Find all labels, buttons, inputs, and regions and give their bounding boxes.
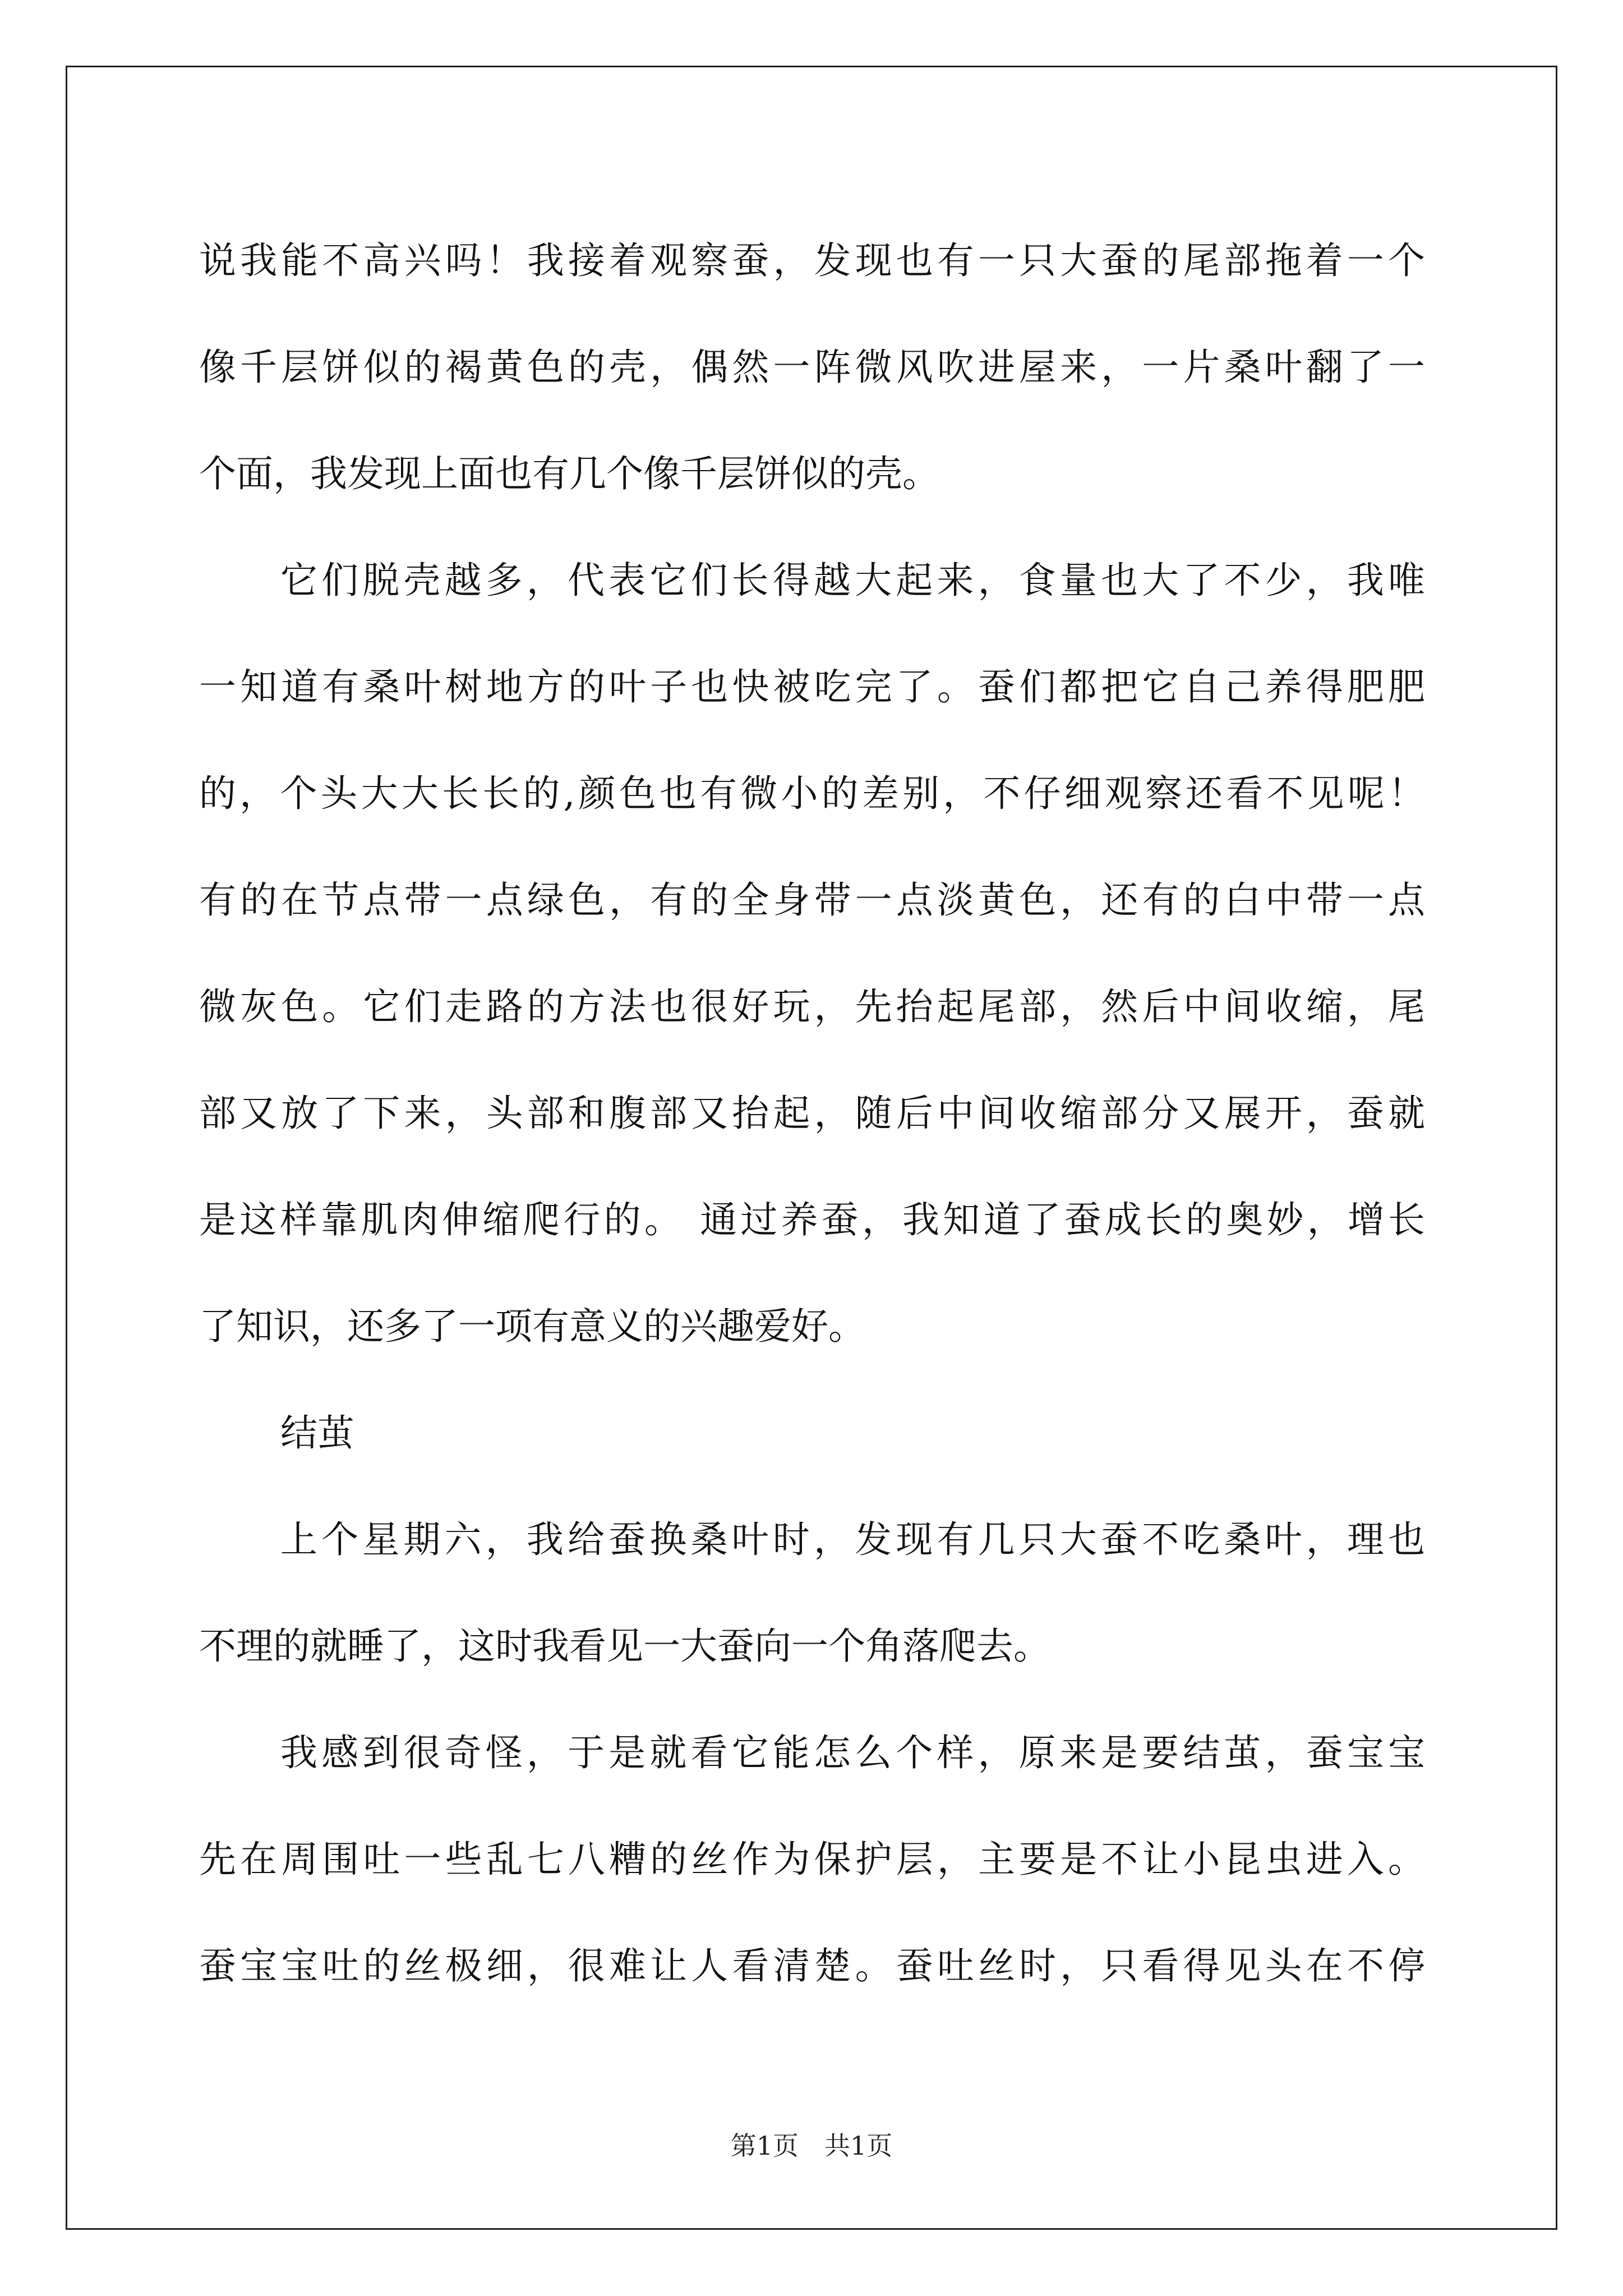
text-line: 部又放了下来，头部和腹部又抬起，随后中间收缩部分又展开，蚕就 (199, 1092, 1425, 1135)
text-line: 微灰色。它们走路的方法也很好玩，先抬起尾部，然后中间收缩，尾 (199, 985, 1425, 1028)
text-line: 不理的就睡了，这时我看见一大蚕向一个角落爬去。 (199, 1625, 1050, 1668)
text-line: 我感到很奇怪，于是就看它能怎么个样，原来是要结茧，蚕宝宝 (280, 1731, 1425, 1774)
text-line: 上个星期六，我给蚕换桑叶时，发现有几只大蚕不吃桑叶，理也 (280, 1518, 1425, 1561)
text-line: 它们脱壳越多，代表它们长得越大起来，食量也大了不少，我唯 (280, 559, 1425, 602)
text-line: 说我能不高兴吗！我接着观察蚕，发现也有一只大蚕的尾部拖着一个 (199, 239, 1425, 282)
document-body (199, 208, 1425, 2019)
text-line: 了知识，还多了一项有意义的兴趣爱好。 (199, 1305, 865, 1348)
section-heading: 结茧 (280, 1411, 354, 1455)
text-line: 个面，我发现上面也有几个像千层饼似的壳。 (199, 452, 939, 495)
page-number: 第1页 (730, 2131, 799, 2161)
text-line: 的，个头大大长长的,颜色也有微小的差别，不仔细观察还看不见呢！ (199, 772, 1425, 815)
text-line: 是这样靠肌肉伸缩爬行的。 通过养蚕，我知道了蚕成长的奥妙，增长 (199, 1198, 1425, 1241)
text-line: 先在周围吐一些乱七八糟的丝作为保护层，主要是不让小昆虫进入。 (199, 1838, 1425, 1881)
text-line: 像千层饼似的褐黄色的壳，偶然一阵微风吹进屋来，一片桑叶翻了一 (199, 346, 1425, 389)
page-total: 共1页 (824, 2131, 893, 2161)
text-line: 有的在节点带一点绿色，有的全身带一点淡黄色，还有的白中带一点 (199, 878, 1425, 922)
text-line: 蚕宝宝吐的丝极细，很难让人看清楚。蚕吐丝时，只看得见头在不停 (199, 1944, 1425, 1987)
text-line: 一知道有桑叶树地方的叶子也快被吃完了。蚕们都把它自己养得肥肥 (199, 665, 1425, 708)
page-footer (0, 2129, 1623, 2162)
